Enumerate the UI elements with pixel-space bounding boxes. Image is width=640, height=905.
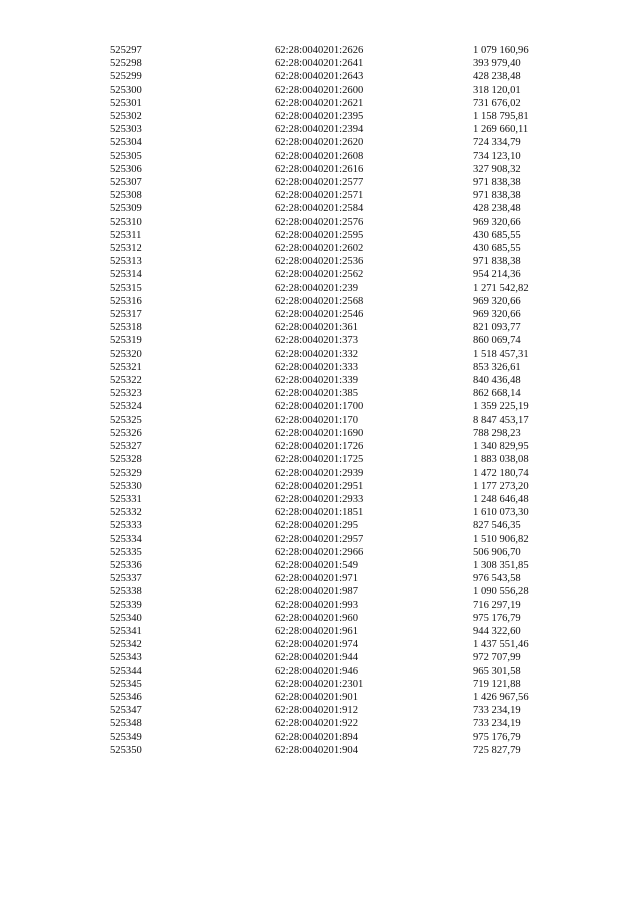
- cadastral-value: 1 158 795,81: [473, 111, 529, 123]
- row-number: 525320: [110, 348, 142, 360]
- table-row: [110, 585, 583, 598]
- cadastral-number: 62:28:0040201:2626: [275, 45, 364, 56]
- cadastral-number: 62:28:0040201:2577: [275, 177, 364, 189]
- cadastral-number: 62:28:0040201:974: [275, 639, 358, 651]
- cadastral-number: 62:28:0040201:901: [275, 691, 358, 703]
- cadastral-number: 62:28:0040201:2620: [275, 137, 364, 149]
- cadastral-value: 733 234,19: [473, 718, 521, 730]
- table-row: [110, 97, 583, 110]
- table-row: [110, 255, 583, 268]
- cadastral-number: 62:28:0040201:2571: [275, 190, 364, 202]
- table-row: [110, 440, 583, 453]
- cadastral-value: 971 838,38: [473, 190, 521, 202]
- row-number: 525321: [110, 361, 142, 373]
- table-row: [110, 506, 583, 519]
- row-number: 525323: [110, 388, 142, 400]
- cadastral-number: 62:28:0040201:961: [275, 625, 358, 637]
- row-number: 525310: [110, 216, 142, 228]
- row-number: 525304: [110, 137, 142, 149]
- row-number: 525301: [110, 97, 142, 109]
- cadastral-number: 62:28:0040201:2600: [275, 84, 364, 96]
- cadastral-value: 1 269 660,11: [473, 124, 529, 136]
- row-number: 525349: [110, 731, 142, 743]
- cadastral-number: 62:28:0040201:2536: [275, 256, 364, 268]
- cadastral-number: 62:28:0040201:2616: [275, 163, 364, 175]
- table-row: [110, 717, 583, 730]
- row-number: 525337: [110, 573, 142, 585]
- cadastral-number: 62:28:0040201:2966: [275, 546, 364, 558]
- row-number: 525330: [110, 480, 142, 492]
- row-number: 525325: [110, 414, 142, 426]
- row-number: 525327: [110, 441, 142, 453]
- row-number: 525328: [110, 454, 142, 466]
- table-row: [110, 546, 583, 559]
- table-row: [110, 400, 583, 413]
- row-number: 525338: [110, 586, 142, 598]
- cadastral-number: 62:28:0040201:1851: [275, 507, 364, 519]
- table-row: [110, 678, 583, 691]
- row-number: 525319: [110, 335, 142, 347]
- cadastral-value: 734 123,10: [473, 150, 521, 162]
- table-row: [110, 308, 583, 321]
- cadastral-value: 971 838,38: [473, 256, 521, 268]
- table-row: [110, 70, 583, 83]
- table-row: [110, 57, 583, 70]
- table-row: [110, 348, 583, 361]
- table-row: [110, 44, 583, 57]
- table-row: [110, 691, 583, 704]
- cadastral-number: 62:28:0040201:946: [275, 665, 358, 677]
- cadastral-value: 853 326,61: [473, 361, 521, 373]
- cadastral-value: 972 707,99: [473, 652, 521, 664]
- cadastral-number: 62:28:0040201:960: [275, 612, 358, 624]
- cadastral-number: 62:28:0040201:904: [275, 744, 358, 756]
- cadastral-value: 1 248 646,48: [473, 493, 529, 505]
- cadastral-value: 840 436,48: [473, 375, 521, 387]
- cadastral-value: 1 340 829,95: [473, 441, 529, 453]
- cadastral-number: 62:28:0040201:295: [275, 520, 358, 532]
- cadastral-value: 975 176,79: [473, 731, 521, 743]
- row-number: 525298: [110, 58, 142, 70]
- cadastral-number: 62:28:0040201:170: [275, 414, 358, 426]
- table-row: [110, 612, 583, 625]
- cadastral-value: 430 685,55: [473, 229, 521, 241]
- row-number: 525344: [110, 665, 142, 677]
- row-number: 525313: [110, 256, 142, 268]
- table-row: [110, 334, 583, 347]
- cadastral-value: 724 334,79: [473, 137, 521, 149]
- cadastral-number: 62:28:0040201:339: [275, 375, 358, 387]
- table-row: [110, 625, 583, 638]
- row-number: 525346: [110, 691, 142, 703]
- cadastral-number: 62:28:0040201:2394: [275, 124, 364, 136]
- table-row: [110, 374, 583, 387]
- row-number: 525303: [110, 124, 142, 136]
- cadastral-number: 62:28:0040201:2576: [275, 216, 364, 228]
- row-number: 525336: [110, 559, 142, 571]
- row-number: 525307: [110, 177, 142, 189]
- cadastral-number: 62:28:0040201:922: [275, 718, 358, 730]
- table-row: [110, 599, 583, 612]
- cadastral-number: 62:28:0040201:2608: [275, 150, 364, 162]
- cadastral-value: 1 610 073,30: [473, 507, 529, 519]
- cadastral-number: 62:28:0040201:944: [275, 652, 358, 664]
- table-row: [110, 189, 583, 202]
- table-row: [110, 559, 583, 572]
- cadastral-value: 860 069,74: [473, 335, 521, 347]
- cadastral-value: 1 079 160,96: [473, 45, 529, 56]
- cadastral-value: 393 979,40: [473, 58, 521, 70]
- cadastral-number: 62:28:0040201:2301: [275, 678, 364, 690]
- cadastral-number: 62:28:0040201:2546: [275, 309, 364, 321]
- cadastral-value: 976 543,58: [473, 573, 521, 585]
- cadastral-value: 1 883 038,08: [473, 454, 529, 466]
- cadastral-number: 62:28:0040201:2643: [275, 71, 364, 83]
- row-number: 525300: [110, 84, 142, 96]
- cadastral-number: 62:28:0040201:2568: [275, 295, 364, 307]
- cadastral-value: 716 297,19: [473, 599, 521, 611]
- cadastral-number: 62:28:0040201:2621: [275, 97, 364, 109]
- table-row: [110, 427, 583, 440]
- row-number: 525299: [110, 71, 142, 83]
- cadastral-number: 62:28:0040201:2595: [275, 229, 364, 241]
- row-number: 525311: [110, 229, 142, 241]
- table-row: [110, 295, 583, 308]
- cadastral-number: 62:28:0040201:987: [275, 586, 358, 598]
- cadastral-number: 62:28:0040201:373: [275, 335, 358, 347]
- table-row: [110, 480, 583, 493]
- cadastral-number: 62:28:0040201:2562: [275, 269, 364, 281]
- cadastral-value: 788 298,23: [473, 427, 521, 439]
- row-number: 525340: [110, 612, 142, 624]
- cadastral-value: 969 320,66: [473, 216, 521, 228]
- table-row: [110, 216, 583, 229]
- cadastral-number: 62:28:0040201:2641: [275, 58, 364, 70]
- table-row: [110, 229, 583, 242]
- cadastral-number: 62:28:0040201:1726: [275, 441, 364, 453]
- row-number: 525343: [110, 652, 142, 664]
- cadastral-number: 62:28:0040201:239: [275, 282, 358, 294]
- table-row: [110, 268, 583, 281]
- row-number: 525318: [110, 322, 142, 334]
- table-row: [110, 110, 583, 123]
- cadastral-value: 969 320,66: [473, 295, 521, 307]
- cadastral-value: 1 437 551,46: [473, 639, 529, 651]
- row-number: 525314: [110, 269, 142, 281]
- cadastral-value: 954 214,36: [473, 269, 521, 281]
- row-number: 525309: [110, 203, 142, 215]
- cadastral-number: 62:28:0040201:912: [275, 705, 358, 717]
- cadastral-value: 862 668,14: [473, 388, 521, 400]
- row-number: 525297: [110, 45, 142, 56]
- cadastral-number: 62:28:0040201:549: [275, 559, 358, 571]
- row-number: 525331: [110, 493, 142, 505]
- cadastral-value: 731 676,02: [473, 97, 521, 109]
- cadastral-value: 327 908,32: [473, 163, 521, 175]
- table-row: [110, 731, 583, 744]
- cadastral-number: 62:28:0040201:2939: [275, 467, 364, 479]
- cadastral-number: 62:28:0040201:2957: [275, 533, 364, 545]
- table-row: [110, 361, 583, 374]
- cadastral-value: 719 121,88: [473, 678, 521, 690]
- row-number: 525347: [110, 705, 142, 717]
- cadastral-number: 62:28:0040201:2933: [275, 493, 364, 505]
- cadastral-number: 62:28:0040201:1700: [275, 401, 364, 413]
- row-number: 525332: [110, 507, 142, 519]
- cadastral-value: 969 320,66: [473, 309, 521, 321]
- cadastral-number: 62:28:0040201:361: [275, 322, 358, 334]
- cadastral-number: 62:28:0040201:1690: [275, 427, 364, 439]
- table-row: [110, 282, 583, 295]
- cadastral-value: 506 906,70: [473, 546, 521, 558]
- row-number: 525345: [110, 678, 142, 690]
- table-row: [110, 651, 583, 664]
- cadastral-number: 62:28:0040201:2395: [275, 111, 364, 123]
- cadastral-number: 62:28:0040201:894: [275, 731, 358, 743]
- table-row: [110, 665, 583, 678]
- cadastral-number: 62:28:0040201:333: [275, 361, 358, 373]
- cadastral-value: 1 472 180,74: [473, 467, 529, 479]
- table-row: [110, 123, 583, 136]
- row-number: 525329: [110, 467, 142, 479]
- table-row: [110, 136, 583, 149]
- cadastral-value: 1 308 351,85: [473, 559, 529, 571]
- cadastral-value: 821 093,77: [473, 322, 521, 334]
- cadastral-value: 965 301,58: [473, 665, 521, 677]
- cadastral-value: 428 238,48: [473, 203, 521, 215]
- cadastral-value: 944 322,60: [473, 625, 521, 637]
- table-row: [110, 202, 583, 215]
- row-number: 525341: [110, 625, 142, 637]
- row-number: 525317: [110, 309, 142, 321]
- table-row: [110, 84, 583, 97]
- table-row: [110, 387, 583, 400]
- table-row: [110, 572, 583, 585]
- row-number: 525342: [110, 639, 142, 651]
- cadastral-value: 725 827,79: [473, 744, 521, 756]
- cadastral-number: 62:28:0040201:993: [275, 599, 358, 611]
- cadastral-value: 430 685,55: [473, 243, 521, 255]
- table-row: [110, 242, 583, 255]
- table-row: [110, 519, 583, 532]
- table-row: [110, 493, 583, 506]
- row-number: 525333: [110, 520, 142, 532]
- cadastral-number: 62:28:0040201:2951: [275, 480, 364, 492]
- table-row: [110, 176, 583, 189]
- row-number: 525312: [110, 243, 142, 255]
- table-row: [110, 453, 583, 466]
- row-number: 525326: [110, 427, 142, 439]
- cadastral-value: 1 090 556,28: [473, 586, 529, 598]
- table-row: [110, 414, 583, 427]
- table-row: [110, 150, 583, 163]
- cadastral-value: 1 518 457,31: [473, 348, 529, 360]
- row-number: 525348: [110, 718, 142, 730]
- cadastral-value: 971 838,38: [473, 177, 521, 189]
- table-row: [110, 744, 583, 757]
- row-number: 525335: [110, 546, 142, 558]
- cadastral-value: 8 847 453,17: [473, 414, 529, 426]
- row-number: 525308: [110, 190, 142, 202]
- cadastral-number: 62:28:0040201:2584: [275, 203, 364, 215]
- row-number: 525339: [110, 599, 142, 611]
- table-row: [110, 638, 583, 651]
- table-row: [110, 533, 583, 546]
- row-number: 525322: [110, 375, 142, 387]
- cadastral-value-table: [110, 44, 583, 757]
- cadastral-number: 62:28:0040201:332: [275, 348, 358, 360]
- row-number: 525315: [110, 282, 142, 294]
- cadastral-value: 318 120,01: [473, 84, 521, 96]
- row-number: 525350: [110, 744, 142, 756]
- cadastral-value: 1 510 906,82: [473, 533, 529, 545]
- cadastral-value: 1 426 967,56: [473, 691, 529, 703]
- row-number: 525306: [110, 163, 142, 175]
- cadastral-value: 1 271 542,82: [473, 282, 529, 294]
- cadastral-number: 62:28:0040201:1725: [275, 454, 364, 466]
- row-number: 525334: [110, 533, 142, 545]
- cadastral-number: 62:28:0040201:2602: [275, 243, 364, 255]
- cadastral-value: 1 359 225,19: [473, 401, 529, 413]
- row-number: 525302: [110, 111, 142, 123]
- table-body: [110, 44, 583, 757]
- table-row: [110, 704, 583, 717]
- cadastral-value: 428 238,48: [473, 71, 521, 83]
- row-number: 525305: [110, 150, 142, 162]
- cadastral-value: 975 176,79: [473, 612, 521, 624]
- cadastral-value: 1 177 273,20: [473, 480, 529, 492]
- row-number: 525324: [110, 401, 142, 413]
- table-row: [110, 163, 583, 176]
- row-number: 525316: [110, 295, 142, 307]
- cadastral-value: 827 546,35: [473, 520, 521, 532]
- table-row: [110, 321, 583, 334]
- cadastral-number: 62:28:0040201:385: [275, 388, 358, 400]
- table-row: [110, 467, 583, 480]
- cadastral-value: 733 234,19: [473, 705, 521, 717]
- cadastral-number: 62:28:0040201:971: [275, 573, 358, 585]
